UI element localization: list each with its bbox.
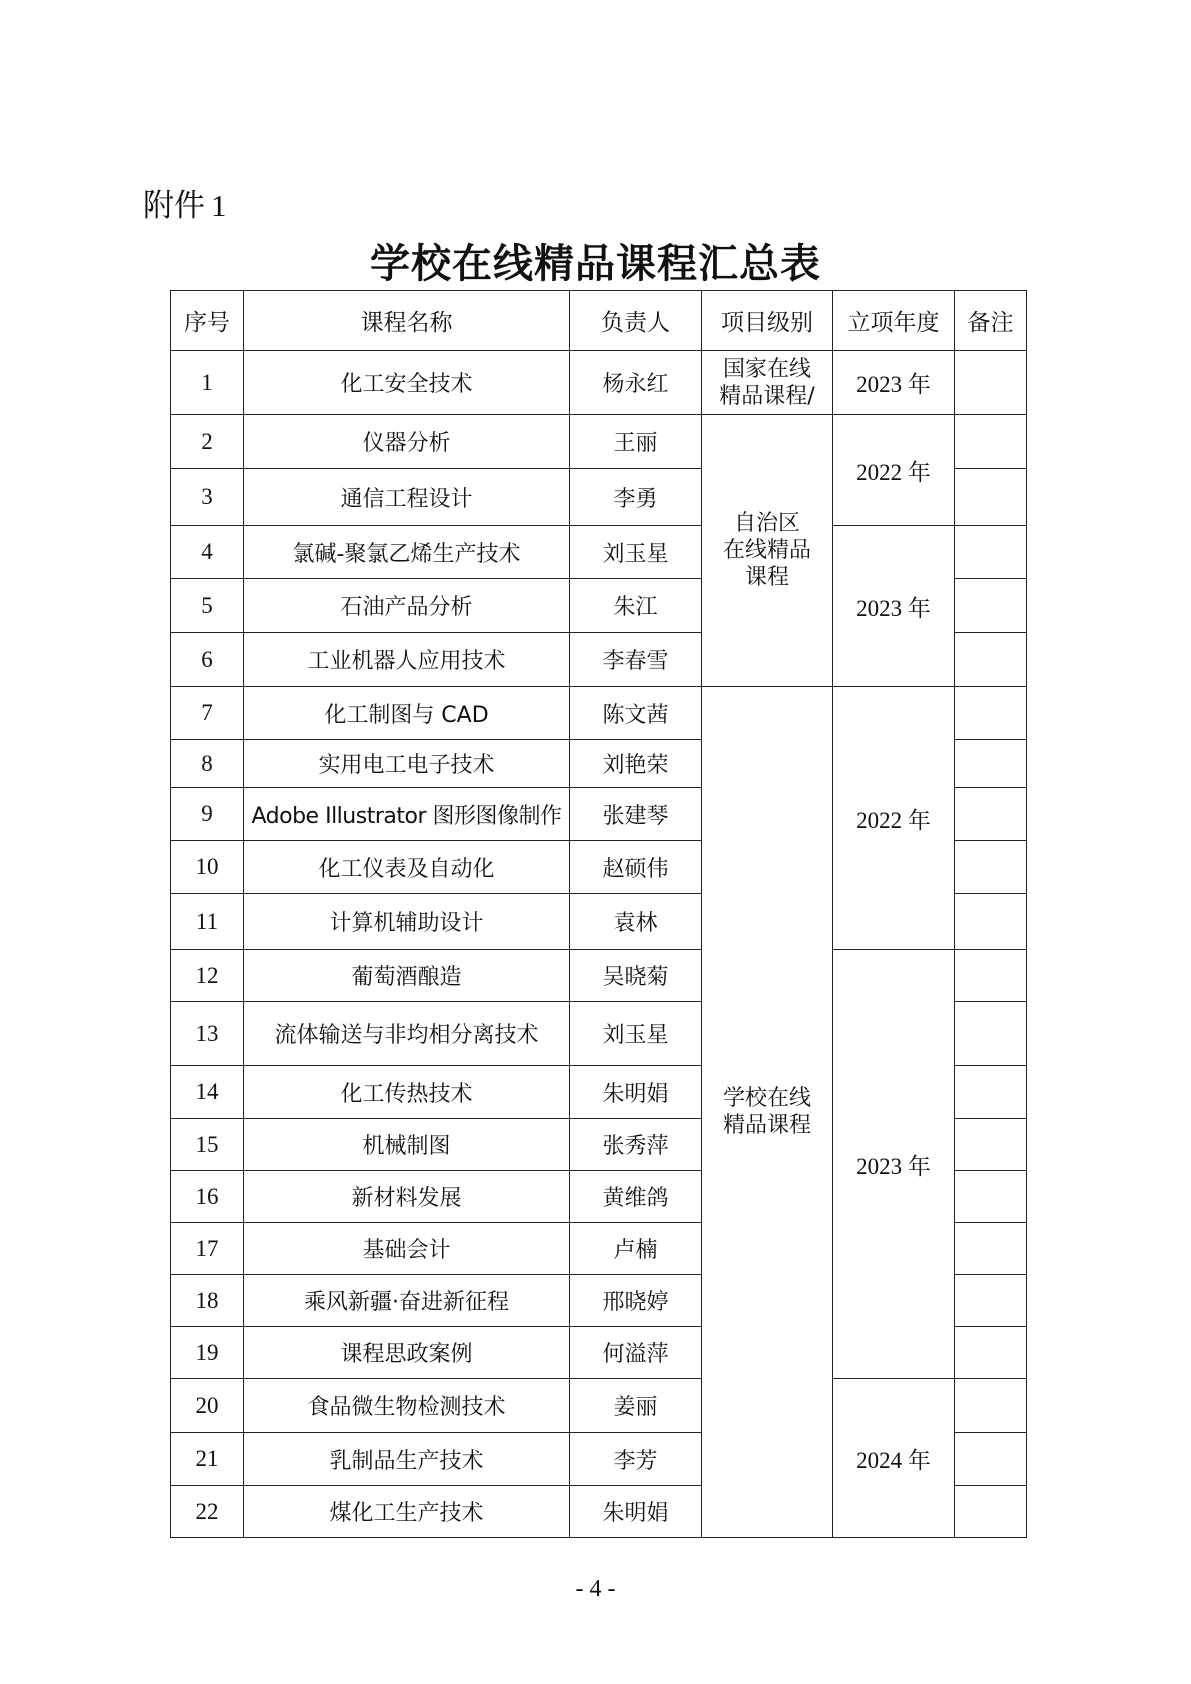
course-lead: 何溢萍 — [570, 1327, 702, 1379]
level-national: 国家在线 精品课程/ — [702, 351, 833, 415]
course-name: 通信工程设计 — [244, 469, 570, 526]
course-name: 化工传热技术 — [244, 1066, 570, 1119]
course-name: 仪器分析 — [244, 415, 570, 469]
row-number: 12 — [171, 950, 244, 1002]
year-cell: 2023 年 — [833, 526, 955, 687]
course-name: 化工制图与 CAD — [244, 687, 570, 740]
note-cell — [955, 841, 1027, 894]
course-name: 课程思政案例 — [244, 1327, 570, 1379]
row-number: 10 — [171, 841, 244, 894]
row-number: 19 — [171, 1327, 244, 1379]
course-name: Adobe Illustrator 图形图像制作 — [244, 788, 570, 841]
course-lead: 杨永红 — [570, 351, 702, 415]
row-number: 1 — [171, 351, 244, 415]
year-cell: 2022 年 — [833, 687, 955, 950]
table-row — [171, 351, 1027, 415]
table-row — [171, 950, 1027, 1002]
level-region: 自治区 在线精品 课程 — [702, 415, 833, 687]
row-number: 7 — [171, 687, 244, 740]
course-lead: 黄维鸽 — [570, 1171, 702, 1223]
course-table — [170, 290, 1027, 1538]
header-lead: 负责人 — [570, 291, 702, 351]
course-lead: 吴晓菊 — [570, 950, 702, 1002]
note-cell — [955, 1486, 1027, 1538]
course-name: 化工仪表及自动化 — [244, 841, 570, 894]
course-name: 工业机器人应用技术 — [244, 633, 570, 687]
header-year: 立项年度 — [833, 291, 955, 351]
table-row — [171, 687, 1027, 740]
row-number: 20 — [171, 1379, 244, 1433]
course-lead: 张建琴 — [570, 788, 702, 841]
note-cell — [955, 579, 1027, 633]
row-number: 11 — [171, 894, 244, 950]
course-name: 乳制品生产技术 — [244, 1433, 570, 1486]
note-cell — [955, 633, 1027, 687]
course-name: 石油产品分析 — [244, 579, 570, 633]
note-cell — [955, 415, 1027, 469]
table-header-row — [171, 291, 1027, 351]
course-lead: 陈文茜 — [570, 687, 702, 740]
course-name: 机械制图 — [244, 1119, 570, 1171]
row-number: 13 — [171, 1002, 244, 1066]
table-row — [171, 1379, 1027, 1433]
course-lead: 朱明娟 — [570, 1486, 702, 1538]
note-cell — [955, 894, 1027, 950]
row-number: 3 — [171, 469, 244, 526]
row-number: 5 — [171, 579, 244, 633]
course-name: 化工安全技术 — [244, 351, 570, 415]
course-name: 新材料发展 — [244, 1171, 570, 1223]
note-cell — [955, 1171, 1027, 1223]
row-number: 8 — [171, 740, 244, 788]
row-number: 15 — [171, 1119, 244, 1171]
course-lead: 姜丽 — [570, 1379, 702, 1433]
header-course: 课程名称 — [244, 291, 570, 351]
course-name: 煤化工生产技术 — [244, 1486, 570, 1538]
course-lead: 刘玉星 — [570, 1002, 702, 1066]
note-cell — [955, 526, 1027, 579]
page-title: 学校在线精品课程汇总表 — [370, 241, 821, 287]
course-name: 氯碱-聚氯乙烯生产技术 — [244, 526, 570, 579]
note-cell — [955, 740, 1027, 788]
row-number: 6 — [171, 633, 244, 687]
note-cell — [955, 1066, 1027, 1119]
course-lead: 袁林 — [570, 894, 702, 950]
course-lead: 王丽 — [570, 415, 702, 469]
header-note: 备注 — [955, 291, 1027, 351]
row-number: 2 — [171, 415, 244, 469]
course-lead: 李春雪 — [570, 633, 702, 687]
year-cell: 2022 年 — [833, 415, 955, 526]
course-name: 实用电工电子技术 — [244, 740, 570, 788]
note-cell — [955, 1223, 1027, 1275]
note-cell — [955, 1379, 1027, 1433]
course-name: 葡萄酒酿造 — [244, 950, 570, 1002]
course-lead: 刘玉星 — [570, 526, 702, 579]
note-cell — [955, 351, 1027, 415]
row-number: 16 — [171, 1171, 244, 1223]
note-cell — [955, 1002, 1027, 1066]
year-cell: 2023 年 — [833, 351, 955, 415]
year-cell: 2024 年 — [833, 1379, 955, 1538]
year-cell: 2023 年 — [833, 950, 955, 1379]
course-lead: 李勇 — [570, 469, 702, 526]
row-number: 9 — [171, 788, 244, 841]
note-cell — [955, 1275, 1027, 1327]
header-no: 序号 — [171, 291, 244, 351]
note-cell — [955, 469, 1027, 526]
header-level: 项目级别 — [702, 291, 833, 351]
course-lead: 李芳 — [570, 1433, 702, 1486]
row-number: 18 — [171, 1275, 244, 1327]
row-number: 21 — [171, 1433, 244, 1486]
level-school: 学校在线 精品课程 — [702, 687, 833, 1538]
course-lead: 朱明娟 — [570, 1066, 702, 1119]
course-name: 乘风新疆·奋进新征程 — [244, 1275, 570, 1327]
course-lead: 卢楠 — [570, 1223, 702, 1275]
table-row — [171, 415, 1027, 469]
note-cell — [955, 788, 1027, 841]
note-cell — [955, 687, 1027, 740]
row-number: 14 — [171, 1066, 244, 1119]
row-number: 4 — [171, 526, 244, 579]
course-lead: 朱江 — [570, 579, 702, 633]
page-number: - 4 - — [575, 1576, 616, 1602]
course-name: 流体输送与非均相分离技术 — [244, 1002, 570, 1066]
note-cell — [955, 1327, 1027, 1379]
note-cell — [955, 950, 1027, 1002]
course-name: 计算机辅助设计 — [244, 894, 570, 950]
row-number: 17 — [171, 1223, 244, 1275]
note-cell — [955, 1119, 1027, 1171]
course-lead: 刘艳荣 — [570, 740, 702, 788]
note-cell — [955, 1433, 1027, 1486]
table-row — [171, 526, 1027, 579]
course-name: 食品微生物检测技术 — [244, 1379, 570, 1433]
attachment-label: 附件 1 — [143, 188, 227, 224]
course-name: 基础会计 — [244, 1223, 570, 1275]
row-number: 22 — [171, 1486, 244, 1538]
course-lead: 邢晓婷 — [570, 1275, 702, 1327]
course-lead: 张秀萍 — [570, 1119, 702, 1171]
course-lead: 赵硕伟 — [570, 841, 702, 894]
